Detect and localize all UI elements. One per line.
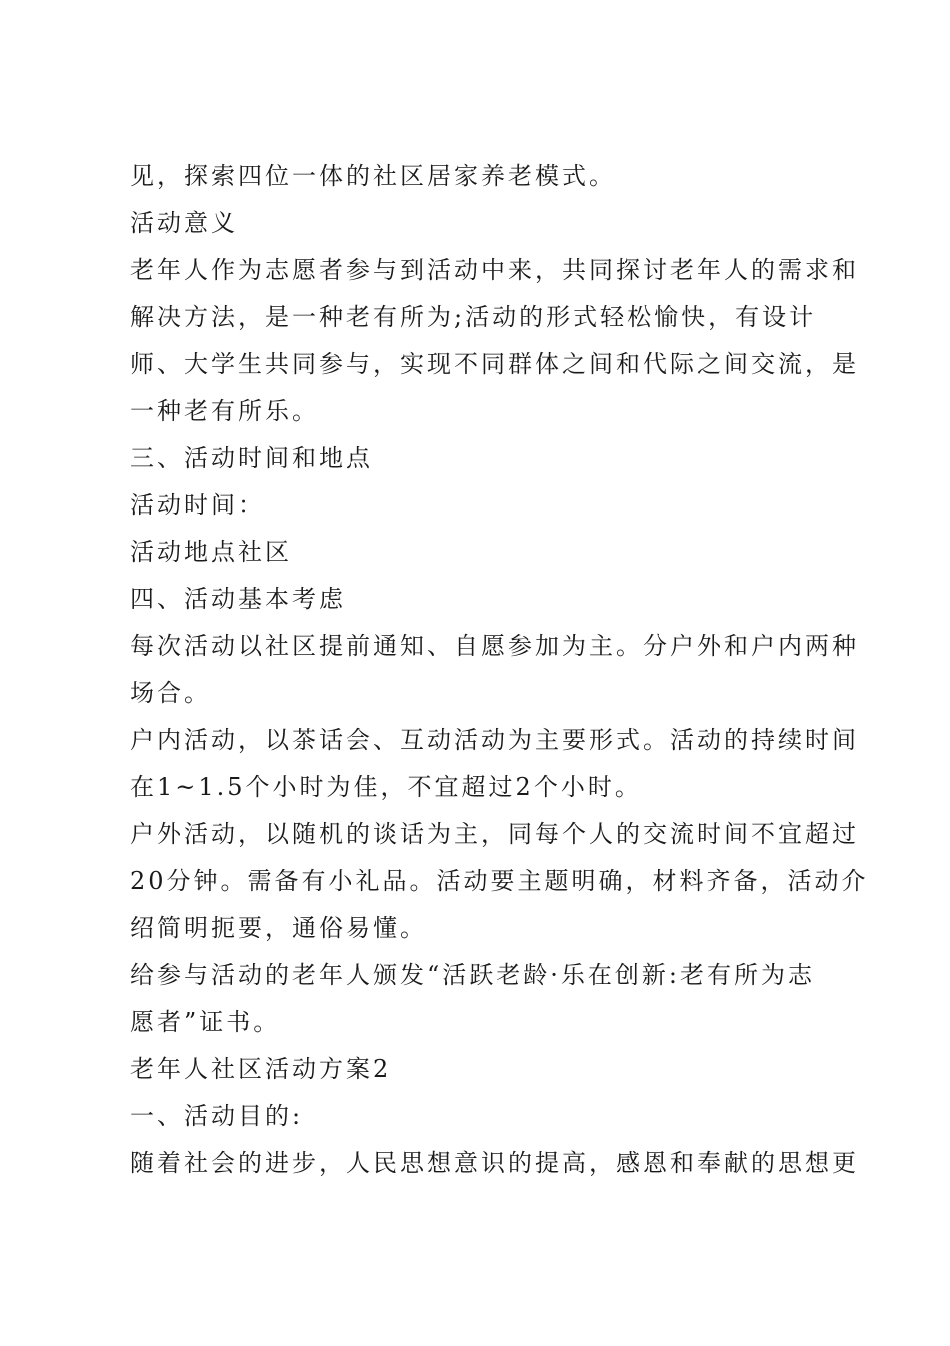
text-line: 愿者”证书。: [130, 1008, 281, 1036]
text-line: 解决方法，是一种老有所为;活动的形式轻松愉快，有设计: [130, 303, 817, 331]
text-line: 每次活动以社区提前通知、自愿参加为主。分户外和户内两种: [130, 632, 859, 660]
text-line: 户外活动，以随机的谈话为主，同每个人的交流时间不宜超过: [130, 820, 859, 848]
section-heading: 活动意义: [130, 209, 238, 237]
text-line: 活动地点社区: [130, 538, 292, 566]
text-line: 给参与活动的老年人颁发“活跃老龄·乐在创新:老有所为志: [130, 961, 815, 989]
section-heading: 一、活动目的:: [130, 1102, 304, 1130]
text-line: 场合。: [130, 679, 211, 707]
text-line: 师、大学生共同参与，实现不同群体之间和代际之间交流，是: [130, 350, 859, 378]
document-body: [130, 153, 869, 1187]
document-title: 老年人社区活动方案2: [130, 1055, 392, 1083]
text-line: 活动时间：: [130, 491, 265, 519]
text-line: 20分钟。需备有小礼品。活动要主题明确，材料齐备，活动介: [130, 867, 869, 895]
section-heading: 三、活动时间和地点: [130, 444, 373, 472]
text-line: 户内活动，以茶话会、互动活动为主要形式。活动的持续时间: [130, 726, 859, 754]
section-heading: 四、活动基本考虑: [130, 585, 346, 613]
text-line: 一种老有所乐。: [130, 397, 319, 425]
text-line: 见，探索四位一体的社区居家养老模式。: [130, 162, 616, 190]
text-line: 老年人作为志愿者参与到活动中来，共同探讨老年人的需求和: [130, 256, 859, 284]
text-line: 随着社会的进步，人民思想意识的提高，感恩和奉献的思想更: [130, 1149, 859, 1177]
text-line: 绍简明扼要，通俗易懂。: [130, 914, 427, 942]
text-line: 在1~1.5个小时为佳，不宜超过2个小时。: [130, 773, 642, 801]
